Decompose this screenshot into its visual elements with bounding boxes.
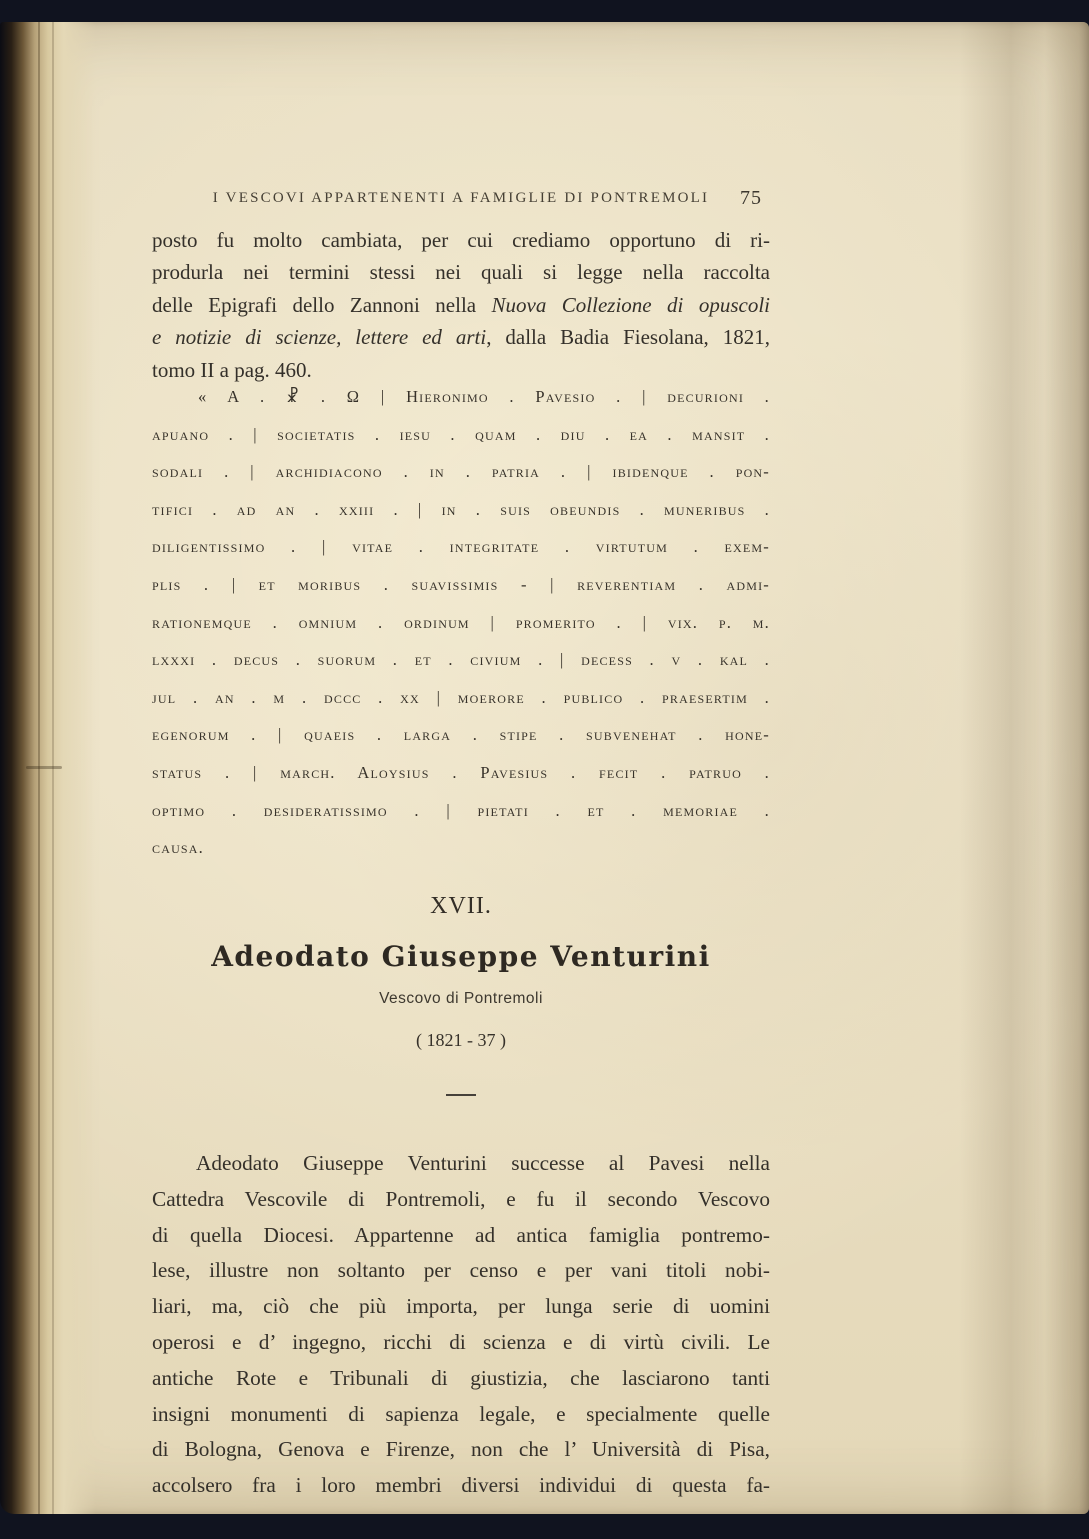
text-line: antiche Rote e Tribunali di giustizia, che lasciarono tanti bbox=[152, 1365, 770, 1390]
page-header bbox=[152, 187, 770, 209]
text-line: di Bologna, Genova e Firenze, non che l’ Università di Pisa, bbox=[152, 1437, 770, 1462]
text-line bbox=[152, 256, 770, 288]
running-header: I VESCOVI APPARTENENTI A FAMIGLIE DI PONTREMOLI bbox=[212, 190, 710, 206]
page-number: 75 bbox=[740, 187, 762, 209]
epitaph-line: apuano . | societatis . iesu . quam . diu . ea . mansit . bbox=[152, 424, 770, 444]
epitaph-line: jul . an . m . dccc . xx | moerore . publico . praesertim . bbox=[152, 687, 770, 707]
text-line bbox=[152, 224, 770, 256]
epitaph-line: tifici . ad an . xxiii . | in . suis obeundis . muneribus . bbox=[152, 499, 770, 519]
text-segment: delle Epigrafi dello Zannoni nella bbox=[152, 292, 492, 317]
body-paragraph bbox=[152, 1146, 770, 1504]
text-segment: Nuova Collezione di opuscoli bbox=[491, 292, 770, 317]
section-divider bbox=[446, 1094, 476, 1096]
section-title: Adeodato Giuseppe Venturini bbox=[211, 940, 711, 973]
text-line: Adeodato Giuseppe Venturini successe al Pavesi nella bbox=[196, 1151, 770, 1175]
text-line: di quella Diocesi. Appartenne ad antica famiglia pontremo- bbox=[152, 1222, 770, 1247]
text-segment: tomo II a pag. 460. bbox=[152, 357, 312, 382]
epitaph-line: status . | march. Aloysius . Pavesius . fecit . patruo . bbox=[152, 762, 770, 782]
epitaph-line: egenorum . | quaeis . larga . stipe . subvenehat . hone- bbox=[152, 725, 770, 745]
epitaph-line: optimo . desideratissimo . | pietati . et . memoriae . bbox=[152, 800, 770, 820]
text-segment: e notizie di scienze, lettere ed arti bbox=[152, 325, 487, 350]
epitaph-line: lxxxi . decus . suorum . et . civium . | decess . v . kal . bbox=[152, 650, 770, 670]
text-segment: posto fu molto cambiata, per cui crediamo opportuno di ri- bbox=[152, 228, 770, 252]
text-line: lese, illustre non soltanto per censo e per vani titoli nobi- bbox=[152, 1258, 770, 1283]
section-number: XVII. bbox=[430, 893, 492, 919]
epitaph-line: causa. bbox=[152, 838, 205, 858]
epitaph-line: sodali . | archidiacono . in . patria . | ibidenque . pon- bbox=[152, 462, 770, 482]
section-subtitle: Vescovo di Pontremoli bbox=[379, 990, 543, 1007]
epitaph-line: rationemque . omnium . ordinum | promerito . | vix. p. m. bbox=[152, 612, 770, 632]
text-line: liari, ma, ciò che più importa, per lunga serie di uomini bbox=[152, 1294, 770, 1319]
epitaph-line: diligentissimo . | vitae . integritate . virtutum . exem- bbox=[152, 537, 770, 557]
intro-paragraph bbox=[152, 224, 770, 386]
text-line: accolsero fra i loro membri diversi individui di questa fa- bbox=[152, 1473, 770, 1498]
text-line bbox=[152, 321, 770, 353]
epitaph-line: « A . ☧ . Ω | Hieronimo . Pavesio . | decurioni . bbox=[198, 387, 770, 406]
epitaph-inscription bbox=[152, 378, 770, 867]
section-years: ( 1821 - 37 ) bbox=[416, 1030, 506, 1050]
text-line: Cattedra Vescovile di Pontremoli, e fu il secondo Vescovo bbox=[152, 1186, 770, 1211]
text-line: insigni monumenti di sapienza legale, e specialmente quelle bbox=[152, 1401, 770, 1426]
text-segment: , dalla Badia Fiesolana, 1821, bbox=[486, 325, 770, 350]
text-line: operosi e d’ ingegno, ricchi di scienza e di virtù civili. Le bbox=[152, 1329, 770, 1354]
epitaph-line: plis . | et moribus . suavissimis - | reverentiam . admi- bbox=[152, 574, 770, 594]
text-line bbox=[152, 289, 770, 321]
text-segment: produrla nei termini stessi nei quali si legge nella raccolta bbox=[152, 260, 770, 285]
